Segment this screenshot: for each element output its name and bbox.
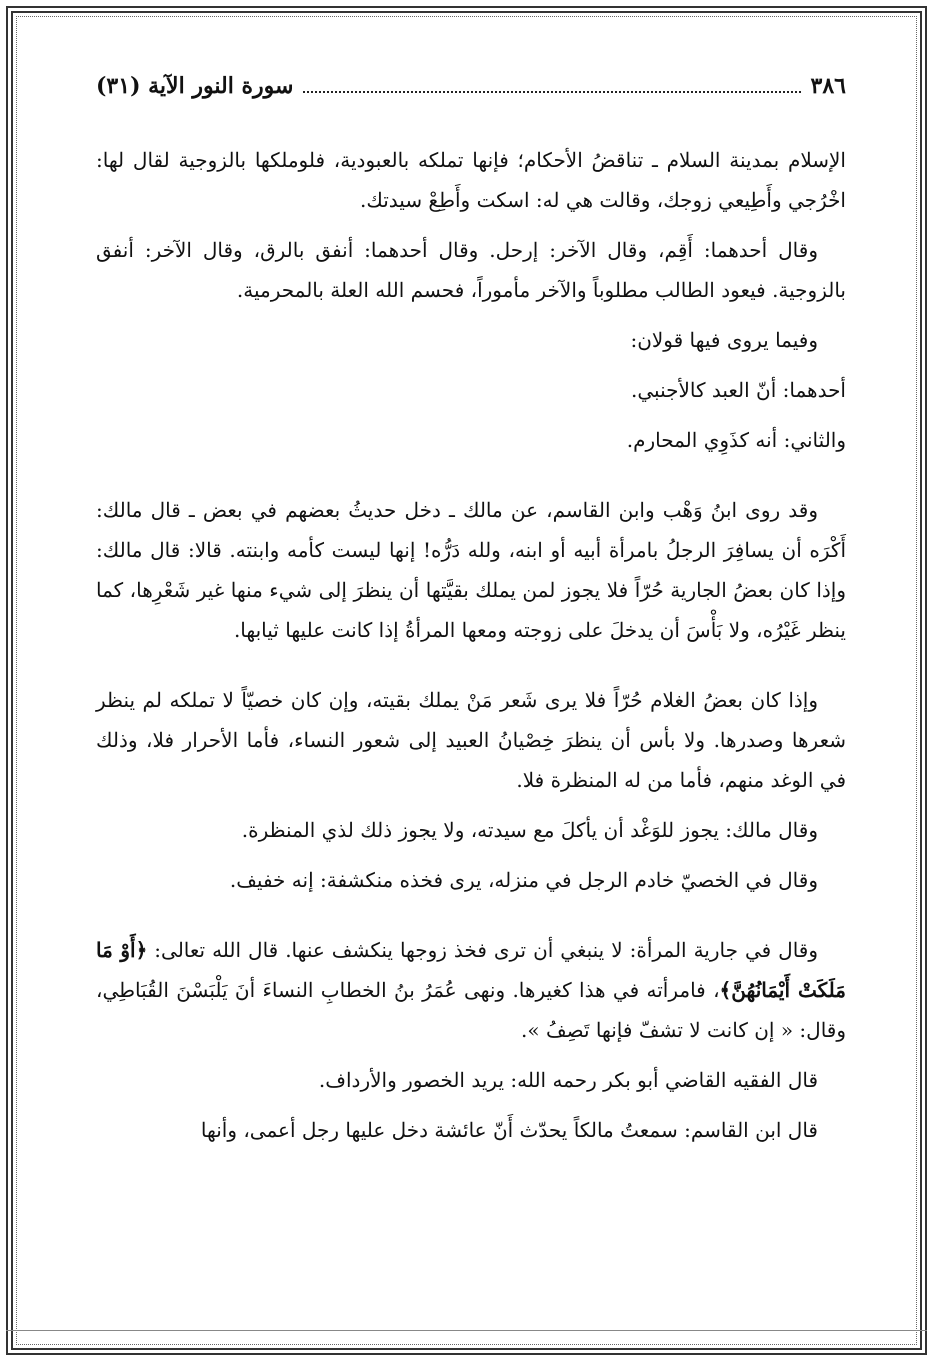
paragraph-with-verse [96,930,846,1050]
paragraph: قال الفقيه القاضي أبو بكر رحمه الله: يريد الخصور والأرداف. [318,1068,818,1092]
paragraph: أحدهما: أنّ العبد كالأجنبي. [631,378,846,402]
page-body [96,140,846,1160]
paragraph: وإذا كان بعضُ الغلام حُرّاً فلا يرى شَعر مَنْ يملك بقيته، وإن كان خصيّاً لا تملكه لم ينظر شعرها وصدرها. ولا بأس أن ينظرَ خِصْيانُ العبيد إلى شعور النساء، فأما الأحرار فلا، وذلك في الوغد منهم، فأما من له المنظرة فلا. [96,688,846,792]
running-title: سورة النور الآية (٣١) [96,73,294,99]
page-number: ٣٨٦ [810,73,846,99]
page-header [96,66,846,106]
paragraph: وقد روى ابنُ وَهْب وابن القاسم، عن مالك ـ دخل حديثُ بعضهم في بعض ـ قال مالك: أَكْرَه أن يسافِرَ الرجلُ بامرأة أبيه أو ابنه، ولله دَرُّه! إنها ليست كأمه وابنته. قالا: قال مالك: وإذا كان بعضُ الجارية حُرّاً فلا يجوز لمن يملك بقيَّتها أن ينظرَ إلى شيء منها غير شَعْرِها، كما ينظر غَيْرُه، ولا بَأْسَ أن يدخلَ على زوجته ومعها المرأةُ إذا كانت عليها ثيابها. [96,498,846,642]
bottom-rule [6,1330,927,1331]
paragraph-text: وقال في جارية المرأة: لا ينبغي أن ترى فخذ زوجها ينكشف عنها. قال الله تعالى: [154,938,819,962]
paragraph: قال ابن القاسم: سمعتُ مالكاً يحدّث أَنّ عائشة دخل عليها رجل أعمى، وأنها [200,1118,818,1142]
paragraph: وقال في الخصيّ خادم الرجل في منزله، يرى فخذه منكشفة: إنه خفيف. [229,868,818,892]
paragraph: وقال مالك: يجوز للوَغْد أن يأكلَ مع سيدته، ولا يجوز ذلك لذي المنظرة. [241,818,818,842]
paragraph: وقال أحدهما: أَقِم، وقال الآخر: إرحل. وقال أحدهما: أنفق بالرق، وقال الآخر: أنفق بالزوجية. فيعود الطالب مطلوباً والآخر مأموراً، فحسم الله العلة بالمحرمية. [96,238,846,302]
quran-verse: ﴿أَوْ مَا مَلَكَتْ أَيْمَانُهُنَّ﴾ [96,938,846,1002]
paragraph-continuation: الإسلام بمدينة السلام ـ تناقضُ الأحكام؛ فإنها تملكه بالعبودية، فلوملكها بالزوجية لقال لها: اخْرُجي وأَطِيعي زوجك، وقالت هي له: اسكت وأَطِعْ سيدتك. [96,148,846,212]
dotted-leader [303,91,800,93]
paragraph: والثاني: أنه كذَوِي المحارم. [626,428,846,452]
paragraph-text: ، فامرأته في هذا كغيرها. ونهى عُمَرُ بنُ الخطابِ النساءَ أنَ يَلْبَسْنَ القُبَاطِي، وقال: « إن كانت لا تشفّ فإنها تَصِفُ ». [96,978,846,1042]
paragraph: وفيما يروى فيها قولان: [630,328,818,352]
